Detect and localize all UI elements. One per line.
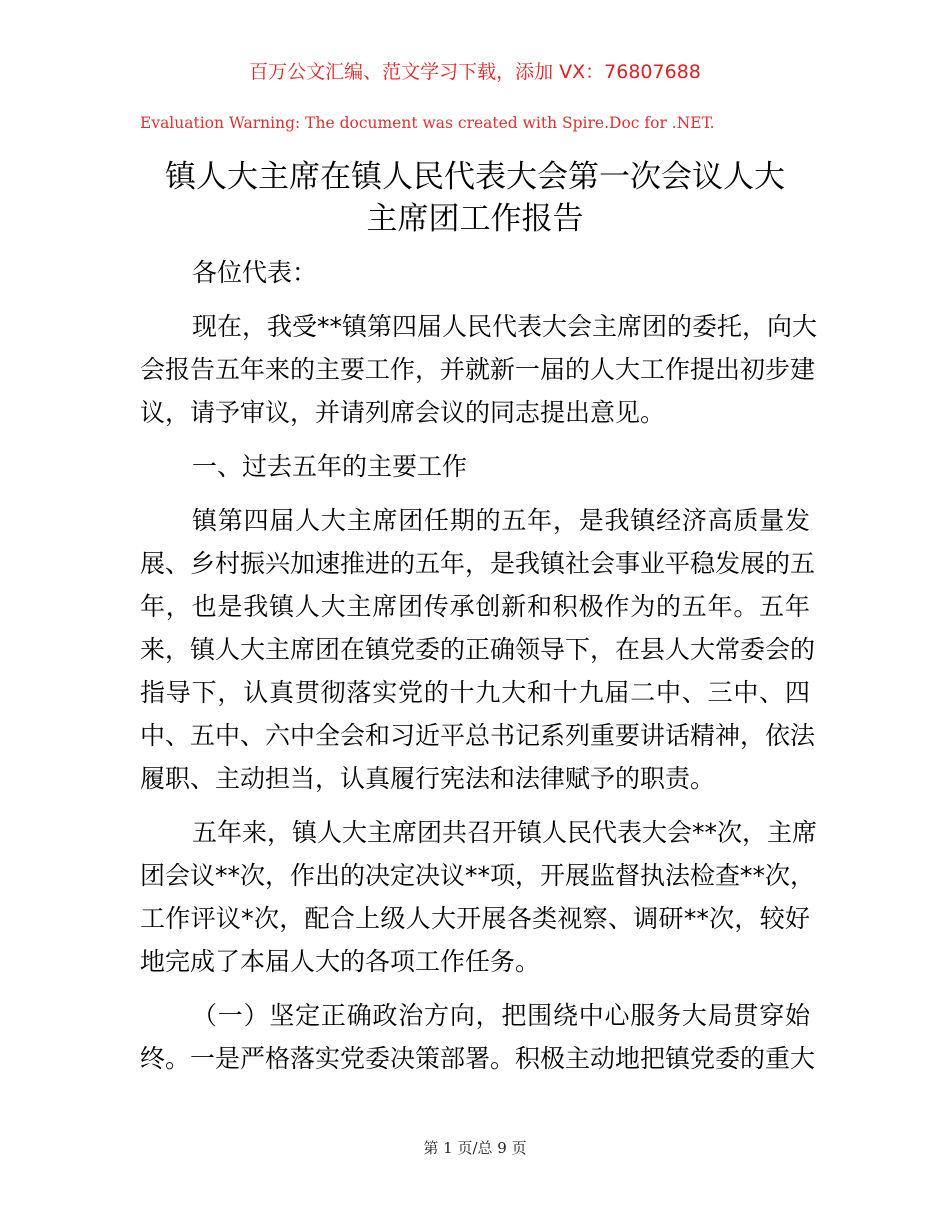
paragraph [140,811,818,983]
paragraph-line: 终。一是严格落实党委决策部署。积极主动地把镇党委的重大 [140,1044,816,1073]
paragraph [140,305,818,434]
paragraph-line: （一）坚定正确政治方向，把围绕中心服务大局贯穿始 [192,1001,810,1030]
document-title [130,156,820,240]
paragraph-line: 五年来，镇人大主席团共召开镇人民代表大会**次，主席 [192,818,818,847]
paragraph-line: 会报告五年来的主要工作，并就新一届的人大工作提出初步建 [140,355,816,384]
paragraph-line: 中、五中、六中全会和习近平总书记系列重要讲话精神，依法 [140,721,816,750]
paragraph-line: 议，请予审议，并请列席会议的同志提出意见。 [140,398,666,427]
title-line: 主席团工作报告 [366,201,584,237]
paragraph-line: 地完成了本届人大的各项工作任务。 [140,947,541,976]
paragraph-line: 团会议**次，作出的决定决议**项，开展监督执法检查**次， [140,861,816,890]
paragraph [140,251,810,294]
download-banner: 百万公文汇编、范文学习下载，添加 VX：76807688 [249,61,701,83]
paragraph-line: 镇第四届人大主席团任期的五年，是我镇经济高质量发 [192,506,810,535]
paragraph-line: 指导下，认真贯彻落实党的十九大和十九届二中、三中、四 [140,678,810,707]
paragraph-line: 工作评议*次，配合上级人大开展各类视察、调研**次，较好 [140,904,810,933]
paragraph [140,445,810,488]
paragraph-line: 来，镇人大主席团在镇党委的正确领导下，在县人大常委会的 [140,635,816,664]
paragraph [140,499,816,800]
paragraph [140,994,816,1080]
paragraph-line: 展、乡村振兴加速推进的五年，是我镇社会事业平稳发展的五 [140,549,816,578]
evaluation-warning: Evaluation Warning: The document was created with Spire.Doc for .NET. [140,114,715,132]
document-body [140,251,818,1091]
paragraph-line: 年，也是我镇人大主席团传承创新和积极作为的五年。五年 [140,592,810,621]
paragraph-line: 各位代表： [192,258,318,287]
title-line: 镇人大主席在镇人民代表大会第一次会议人大 [165,159,785,195]
paragraph-line: 一、过去五年的主要工作 [192,452,468,481]
paragraph-line: 履职、主动担当，认真履行宪法和法律赋予的职责。 [140,764,716,793]
paragraph-line: 现在，我受**镇第四届人民代表大会主席团的委托，向大 [192,312,818,341]
page-number: 第 1 页/总 9 页 [423,1139,527,1157]
